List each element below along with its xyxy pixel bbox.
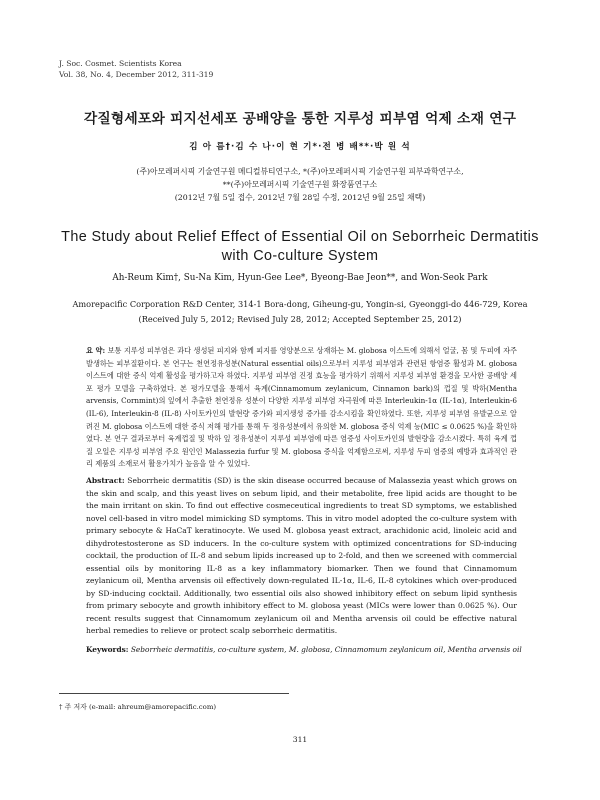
korean-title: 각질형세포와 피지선세포 공배양을 통한 지루성 피부염 억제 소재 연구 xyxy=(83,111,517,127)
journal-name: J. Soc. Cosmet. Scientists Korea xyxy=(59,59,182,68)
korean-abstract-label: 요 약: xyxy=(86,346,106,355)
english-abstract-text: Seborrheic dermatitis (SD) is the skin disease occurred because of Malassezia yeast which grows on the skin and scalp, and this yeast lives on sebum lipid, and their metabolite, free lipid acids are thought to be the main irritant on skin. To find out effective cosmeceutical ingredients to treat SD symptoms, we established novel cell-based in vitro model mimicking SD symptoms. This in vitro model adopted the co-culture system with primary sebocyte & HaCaT keratinocyte. We used M. globosa yeast extract, arachidonic acid, linoleic acid and dihydrotestosterone as SD inducers. In the co-culture system with optimized concentrations for SD-inducing cocktail, the production of IL-8 and sebum lipids increased up to 2-fold, and then we screened with commercial essential oils by monitoring IL-8 as a key inflammatory biomarker. Then we found that Cinnamomum zeylanicum oil, Mentha arvensis oil effectively down-regulated IL-1α, IL-6, IL-8 cytokines which over-produced by SD-inducing cocktail. Additionally, two essential oils also showed inhibitory effect on sebum lipid synthesis from primary sebocyte and growth inhibitory effect to M. globosa yeast (MICs were lower than 0.0625 %). Our recent results suggest that Cinnamomum zeylanicum oil and Mentha arvensis oil could be effective natural herbal remedies to relieve or protect scalp seborrheic dermatitis. xyxy=(86,476,517,635)
english-title-line-2: with Co-culture System xyxy=(221,248,379,264)
english-dates: (Received July 5, 2012; Revised July 28, 2012; Accepted September 25, 2012) xyxy=(138,314,462,324)
korean-affiliation-1: (주)아모레퍼시픽 기술연구원 메디컬뷰티연구소, *(주)아모레퍼시픽 기술연구원 피부과학연구소, xyxy=(136,167,464,176)
english-abstract-label: Abstract: xyxy=(86,476,125,485)
korean-affiliation-2: **(주)아모레퍼시픽 기술연구원 화장품연구소 xyxy=(222,180,378,189)
keywords-text: Seborrheic dermatitis, co-culture system, M. globosa, Cinnamomum zeylanicum oil, Mentha arvensis oil xyxy=(130,645,522,654)
footnote-divider xyxy=(59,693,289,694)
journal-volume: Vol. 38, No. 4, December 2012, 311-319 xyxy=(59,70,214,79)
english-affiliation: Amorepacific Corporation R&D Center, 314-1 Bora-dong, Giheung-gu, Yongin-si, Gyeonggi-do 446-729, Korea xyxy=(72,299,528,309)
journal-header xyxy=(59,58,213,80)
korean-abstract xyxy=(86,345,517,471)
english-affiliation-block xyxy=(0,297,600,327)
english-authors: Ah-Reum Kim†, Su-Na Kim, Hyun-Gee Lee*, Byeong-Bae Jeon**, and Won-Seok Park xyxy=(112,273,488,283)
korean-abstract-text: 보통 지루성 피부염은 과다 생성된 피지와 함께 피지를 영양분으로 상재하는 M. globosa 이스트에 의해서 얼굴, 몸 및 두피에 자주 발생하는 피부질환이다. 본 연구는 천연정유성분(Natural essential oils)으로부터 지루성 피부염과 관련된 항염증 활성과 M. globosa 이스트에 대한 증식 억제 활성을 평가하고자 하였다. 지루성 피부염 진정 효능을 평가하기 위해서 지루성 피부염 환경을 모사한 공배양 세포 평가 모델을 구축하였다. 본 평가모델을 통해서 육계(Cinnamomum zeylanicum, Cinnamon bark)의 껍질 및 박하(Mentha arvensis, Cornmint)의 잎에서 추출한 천연정유 성분이 다양한 지루성 피부염 자극원에 따른 Interleukin-1α (IL-1α), Interleukin-6 (IL-6), Interleukin-8 (IL-8) 사이토카인의 발현량 증가와 피지생성 증가를 감소시킴을 확인하였다. 또한, 지루성 피부염 유발균으로 알려진 M. globosa 이스트에 대한 증식 저해 평가를 통해 두 정유성분에서 유의한 M. globosa 증식 억제 능(MIC ≤ 0.0625 %)을 확인하였다. 본 연구 결과로부터 육계껍질 및 박하 잎 정유성분이 지루성 피부염에 따른 염증성 사이토카인의 발현량을 감소시켰다. 특히 육계 껍질 오일은 지루성 피부염 주요 원인인 Malassezia furfur 및 M. globosa 증식을 억제함으로써, 지루성 두피 염증의 예방과 효과적인 관리 제품의 소재로서 활용가치가 높음을 알 수 있었다. xyxy=(86,346,518,469)
corresponding-author-footnote: † 주 저자 (e-mail: ahreum@amorepacific.com) xyxy=(59,703,217,711)
keywords-label: Keywords: xyxy=(86,645,129,654)
keywords xyxy=(86,645,526,654)
korean-affiliations xyxy=(0,165,600,204)
english-title xyxy=(0,228,600,266)
page-number: 311 xyxy=(292,735,308,744)
korean-dates: (2012년 7월 5일 접수, 2012년 7월 28일 수정, 2012년 9월 25일 채택) xyxy=(174,193,426,202)
korean-authors: 김 아 름†·김 수 나·이 현 기*·전 병 배**·박 원 석 xyxy=(189,142,411,152)
english-title-line-1: The Study about Relief Effect of Essential Oil on Seborrheic Dermatitis xyxy=(61,229,539,245)
english-abstract xyxy=(86,475,517,638)
